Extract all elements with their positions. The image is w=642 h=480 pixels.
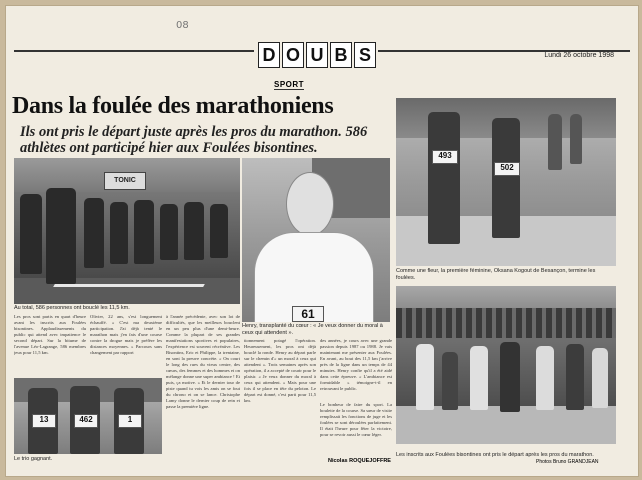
headline: Dans la foulée des marathoniens (12, 93, 334, 119)
bib-502: 502 (494, 162, 520, 176)
newspaper-page (6, 6, 638, 476)
bib-13: 13 (32, 414, 56, 428)
section-title (258, 42, 376, 68)
photo-crowd (396, 286, 616, 444)
article-column-2: Olivier, 22 ans, s'est longuement échauffé. « C'est ma deuxième participation. J'ai déjà tenté le marathon mais j'en fais d'une course contre la drogue mais je préfère les distances moyennes. » Parcours sans changement par rapport (90, 314, 162, 355)
bib-1: 1 (118, 414, 142, 428)
henry-face (286, 172, 334, 236)
photo-henry (242, 158, 390, 322)
caption-crowd: Les inscrits aux Foulées bisontines ont pris le départ après les pros du marathon. (396, 452, 594, 458)
byline: Nicolas ROQUEJOFFRE (328, 458, 391, 464)
tonic-banner: TONIC (104, 172, 146, 190)
photo-trio (14, 378, 162, 454)
section-letter: B (330, 42, 352, 68)
section-letter: D (258, 42, 280, 68)
article-column-6: Le bonheur de faire du sport. La boulette de la course. Sa sœur de visite remplissait les fonctions de juge et les foulées se sont déroulées parfaitement. Il était l'heure pour fêter la victoire, pour se revoir aussi le cœur léger. (320, 402, 392, 437)
henry-bib: 61 (292, 306, 324, 322)
bib-462: 462 (74, 414, 98, 428)
article-column-1: Les pros sont partis en quart d'heure avant les inscrits aux Foulées bisontines. Applaudissements du public qui attend avec impatience le second départ. Sur la bitume de l'avenue Léo-Lagrange, 586 membres jeux pour 11,5 km. (14, 314, 86, 355)
caption-trio: Le trio gagnant. (14, 456, 53, 462)
section-letter: S (354, 42, 376, 68)
section-letter: U (306, 42, 328, 68)
article-column-3: à l'année précédente, avec son lot de difficultés, que les meilleurs bouclent en un peu plus d'une demi-heure. Comme la plupart de ses grandes manifestations sportives et populaires, l'expérience est souvent récréative. Les Bisontins, Eric et Philippe, la trentaine, en sont la preuve concrète. « On court le long des rues du vieux centre, des cœurs, des femmes et des hommes et on mélange donne une super ambiance ! Et puis, ça motive. » Et le dernier tour de piste quand tu vois les amis on se fout du chrono et on se lance. Christophe Lamy donne le dernier coup de rein et passe la première ligne. (166, 314, 240, 409)
section-letter: O (282, 42, 304, 68)
photo-woman-runner (396, 98, 616, 266)
rubrique: SPORT (274, 80, 305, 89)
article-column-4: tionnement potagé l'opération. Heureusement, les pros ont déjà bouclé la ronde. Henry au départ parle sur le chemin d'« un moral à ceux qui attendent ». Trois semaines après son opération, il a accepté de courir pour le plaisir. « Je veux donner du moral à ceux qui attendent. » Mais pour une fois il se place en tête du peloton. Le départ est donné, c'est parti pour 11,5 km. (244, 338, 316, 403)
caption-start: Au total, 586 personnes ont bouclé les 11,5 km. (14, 305, 130, 311)
article-column-5: des années, je cours avec une grande passion depuis 1987 ou 1988. Je vais maintenant me présenter aux Foulées. En avant, au bout des 11,5 km j'arrive près de la ligne dans un temps de 44 minutes. Henry confie qu'il a été aidé dans cette épreuve. « L'ambiance est formidable » témoigne-t-il en retrouvant le public. (320, 338, 392, 391)
caption-woman: Comme une fleur, la première féminine, Oksana Kogout de Besançon, termine les foulées. (396, 268, 596, 281)
handwritten-note: 08 (176, 20, 189, 31)
lede: Ils ont pris le départ juste après les pros du marathon. 586 athlètes ont participé hier aux Foulées bisontines. (20, 124, 368, 156)
bib-493: 493 (432, 150, 458, 164)
header-rule-left (14, 50, 254, 52)
issue-date: Lundi 26 octobre 1998 (544, 52, 614, 59)
photo-credit: Photos Bruno GRANDJEAN (536, 459, 599, 465)
photo-race-start (14, 158, 240, 304)
caption-henry: Henry, transplanté du cœur : « Je veux donner du moral à ceux qui attendent ». (242, 323, 383, 336)
